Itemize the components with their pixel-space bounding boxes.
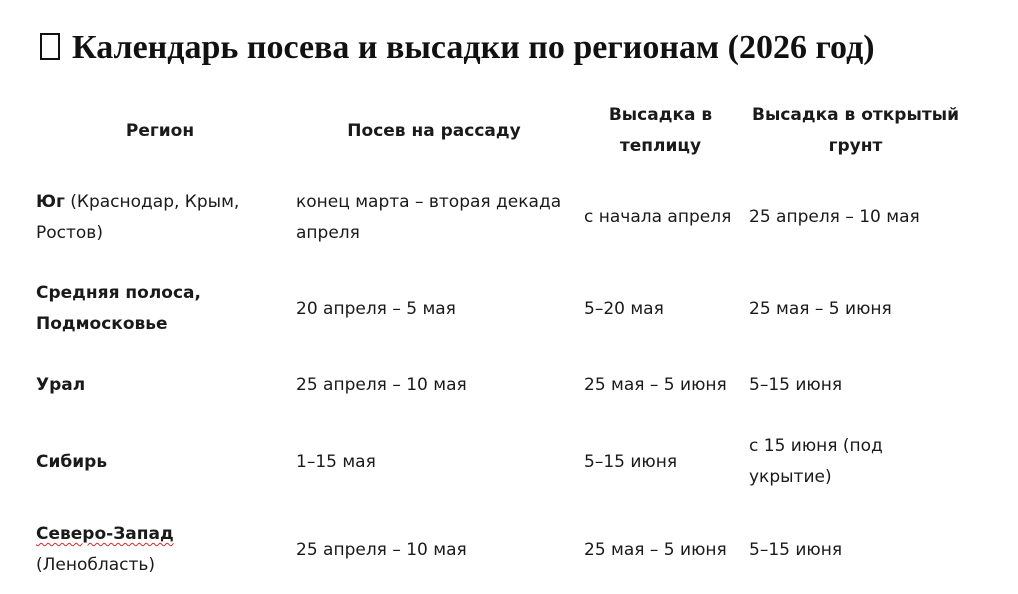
- greenhouse-cell: 25 мая – 5 июня: [584, 375, 727, 395]
- page-title-text: Календарь посева и высадки по регионам (2026 год): [72, 29, 875, 66]
- checkbox-icon: [40, 33, 60, 60]
- table-header-row: [30, 92, 968, 170]
- open-ground-cell: 25 мая – 5 июня: [749, 298, 892, 319]
- seedlings-cell: 1–15 мая: [296, 451, 376, 472]
- header-greenhouse: Высадка в теплицу: [608, 105, 713, 156]
- region-detail: (Ленобласть): [36, 555, 156, 575]
- region-name: Юг: [36, 191, 65, 212]
- greenhouse-cell: 5–20 мая: [584, 298, 664, 319]
- header-seedlings: Посев на рассаду: [347, 120, 521, 141]
- table-row: [30, 506, 968, 594]
- sowing-schedule-table: [30, 92, 968, 594]
- table-row: [30, 265, 968, 353]
- region-name: Средняя полоса, Подмосковье: [36, 283, 201, 334]
- region-cell: [30, 418, 290, 506]
- greenhouse-cell: с начала апреля: [584, 207, 732, 227]
- open-ground-cell: с 15 июня (под укрытие): [749, 436, 883, 487]
- page-title: [40, 26, 875, 70]
- region-detail: (Краснодар, Крым, Ростов): [36, 191, 240, 243]
- open-ground-cell: 5–15 июня: [749, 539, 843, 560]
- header-open-ground: Высадка в открытый грунт: [752, 105, 959, 156]
- region-name: Северо-Запад: [36, 524, 174, 544]
- region-cell: [30, 170, 290, 265]
- region-cell: [30, 265, 290, 353]
- region-cell: [30, 506, 290, 594]
- seedlings-cell: 20 апреля – 5 мая: [296, 298, 456, 319]
- seedlings-cell: 25 апреля – 10 мая: [296, 375, 467, 395]
- region-cell: [30, 353, 290, 418]
- seedlings-cell: конец марта – вторая декада апреля: [296, 191, 562, 243]
- open-ground-cell: 25 апреля – 10 мая: [749, 207, 920, 227]
- table-row: [30, 353, 968, 418]
- seedlings-cell: 25 апреля – 10 мая: [296, 539, 467, 560]
- open-ground-cell: 5–15 июня: [749, 375, 843, 395]
- table-row: [30, 170, 968, 265]
- table-row: [30, 418, 968, 506]
- greenhouse-cell: 25 мая – 5 июня: [584, 539, 727, 560]
- greenhouse-cell: 5–15 июня: [584, 451, 678, 472]
- region-name: Сибирь: [36, 451, 108, 472]
- region-name: Урал: [36, 375, 86, 395]
- header-region: Регион: [125, 120, 195, 141]
